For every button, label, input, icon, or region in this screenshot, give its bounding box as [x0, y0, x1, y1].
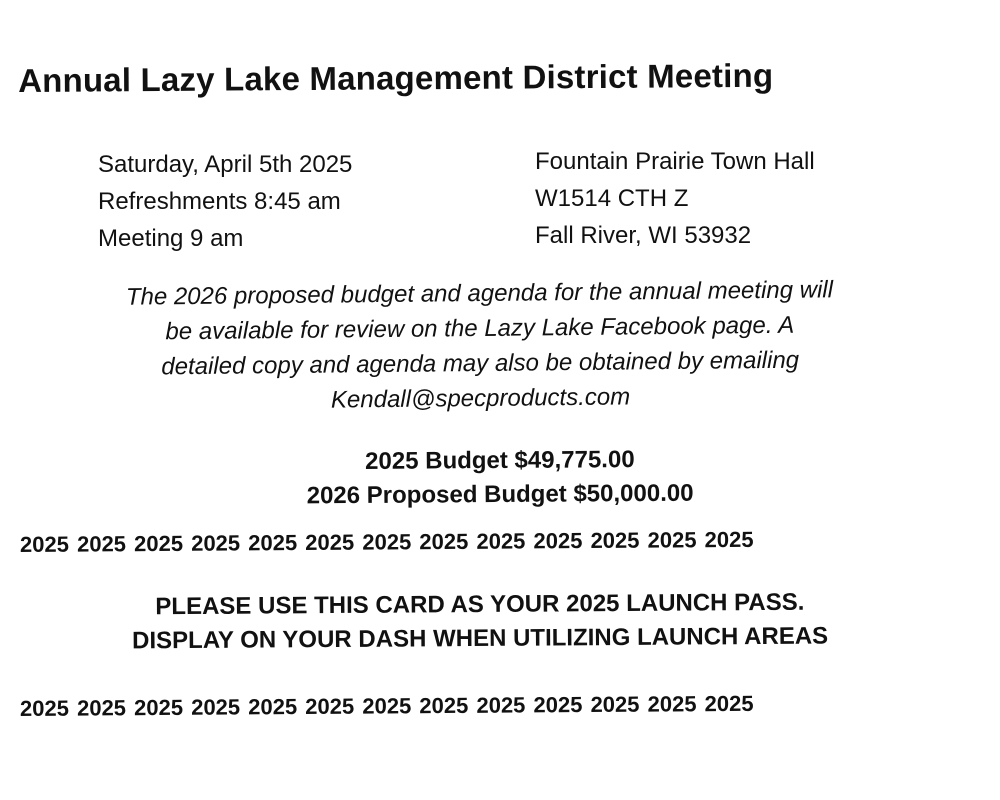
launch-pass-instructions	[40, 585, 920, 659]
current-budget: 2025 Budget $49,775.00	[365, 446, 635, 475]
budget-summary	[150, 442, 850, 515]
venue-name: Fountain Prairie Town Hall	[535, 148, 815, 175]
notice-line-2: be available for review on the Lazy Lake Facebook page. A	[165, 311, 795, 346]
year-banner-bottom: 2025 2025 2025 2025 2025 2025 2025 2025 2025 2025 2025 2025 2025	[19, 690, 754, 721]
proposed-budget: 2026 Proposed Budget $50,000.00	[306, 479, 694, 510]
meeting-time: Meeting 9 am	[98, 225, 244, 252]
notice-line-1: The 2026 proposed budget and agenda for the annual meeting will	[125, 276, 834, 311]
meeting-location	[535, 143, 815, 254]
launch-pass-line-2: DISPLAY ON YOUR DASH WHEN UTILIZING LAUNCH AREAS	[131, 622, 829, 655]
refreshments-time: Refreshments 8:45 am	[98, 188, 341, 215]
notice-line-3: detailed copy and agenda may also be obtained by emailing	[161, 346, 800, 381]
venue-street: W1514 CTH Z	[535, 185, 689, 212]
year-banner-top: 2025 2025 2025 2025 2025 2025 2025 2025 2025 2025 2025 2025 2025	[19, 526, 754, 557]
launch-pass-line-1: PLEASE USE THIS CARD AS YOUR 2025 LAUNCH PASS.	[155, 588, 805, 621]
meeting-date: Saturday, April 5th 2025	[98, 151, 353, 178]
venue-city: Fall River, WI 53932	[535, 222, 752, 249]
budget-notice	[39, 271, 920, 420]
page-title: Annual Lazy Lake Management District Meeting	[18, 56, 774, 99]
contact-email: Kendall@specproducts.com	[330, 383, 631, 414]
meeting-schedule	[98, 146, 352, 257]
